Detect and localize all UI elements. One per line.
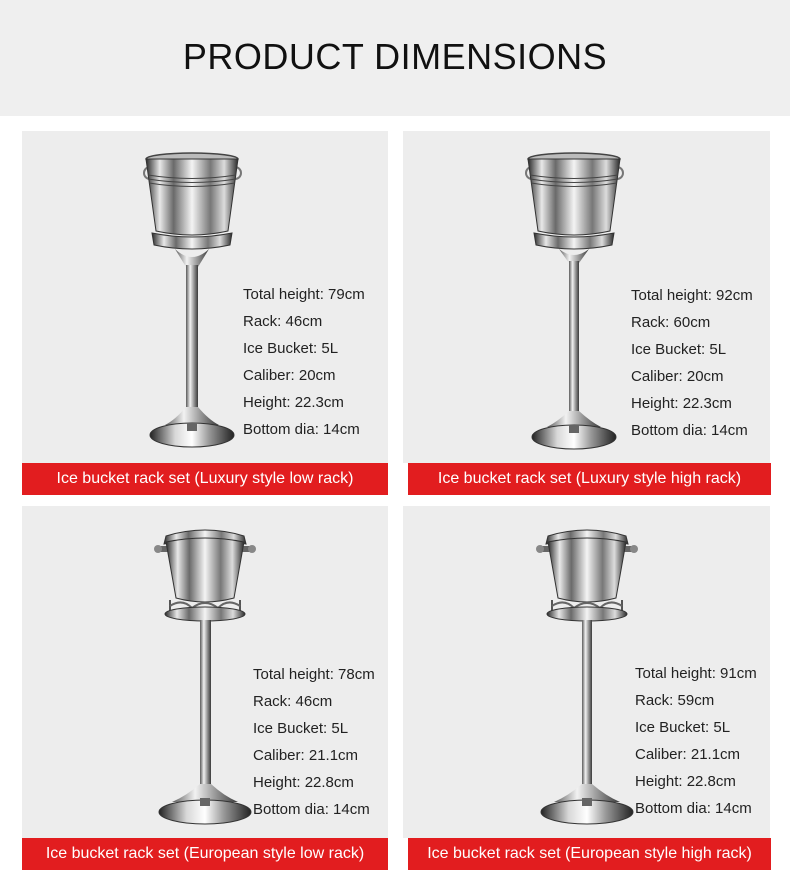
spec-list-luxury-high [631,282,753,444]
page-title: PRODUCT DIMENSIONS [182,36,608,77]
spec-list-european-low [253,661,375,823]
ice-bucket-stand-european-high-image [530,520,645,832]
spec-total-height: Total height: 78cm [253,666,375,683]
spec-caliber: Caliber: 20cm [243,367,336,384]
ice-bucket-stand-luxury-low-image [135,145,250,455]
spec-ice-bucket: Ice Bucket: 5L [243,340,339,357]
caption-banner-luxury-low: Ice bucket rack set (Luxury style low rack) [22,463,388,495]
spec-height: Height: 22.8cm [253,774,354,791]
page-header [0,0,790,116]
spec-ice-bucket: Ice Bucket: 5L [631,341,727,358]
spec-height: Height: 22.3cm [243,394,344,411]
spec-bottom-dia: Bottom dia: 14cm [635,800,752,817]
spec-ice-bucket: Ice Bucket: 5L [253,720,349,737]
spec-rack: Rack: 60cm [631,314,711,331]
spec-height: Height: 22.3cm [631,395,732,412]
spec-total-height: Total height: 92cm [631,287,753,304]
spec-height: Height: 22.8cm [635,773,736,790]
spec-rack: Rack: 46cm [243,313,323,330]
caption-banner-european-low: Ice bucket rack set (European style low rack) [22,838,388,870]
spec-caliber: Caliber: 21.1cm [635,746,741,763]
caption-banner-luxury-high: Ice bucket rack set (Luxury style high rack) [408,463,771,495]
spec-rack: Rack: 46cm [253,693,333,710]
spec-ice-bucket: Ice Bucket: 5L [635,719,731,736]
caption-banner-european-high: Ice bucket rack set (European style high rack) [408,838,771,870]
spec-bottom-dia: Bottom dia: 14cm [243,421,360,438]
spec-bottom-dia: Bottom dia: 14cm [253,801,370,818]
spec-bottom-dia: Bottom dia: 14cm [631,422,748,439]
spec-caliber: Caliber: 21.1cm [253,747,359,764]
spec-caliber: Caliber: 20cm [631,368,724,385]
ice-bucket-stand-luxury-high-image [517,145,632,455]
spec-list-european-high [635,660,757,822]
spec-total-height: Total height: 79cm [243,286,365,303]
spec-rack: Rack: 59cm [635,692,715,709]
ice-bucket-stand-european-low-image [148,520,263,832]
spec-list-luxury-low [243,281,365,443]
spec-total-height: Total height: 91cm [635,665,757,682]
